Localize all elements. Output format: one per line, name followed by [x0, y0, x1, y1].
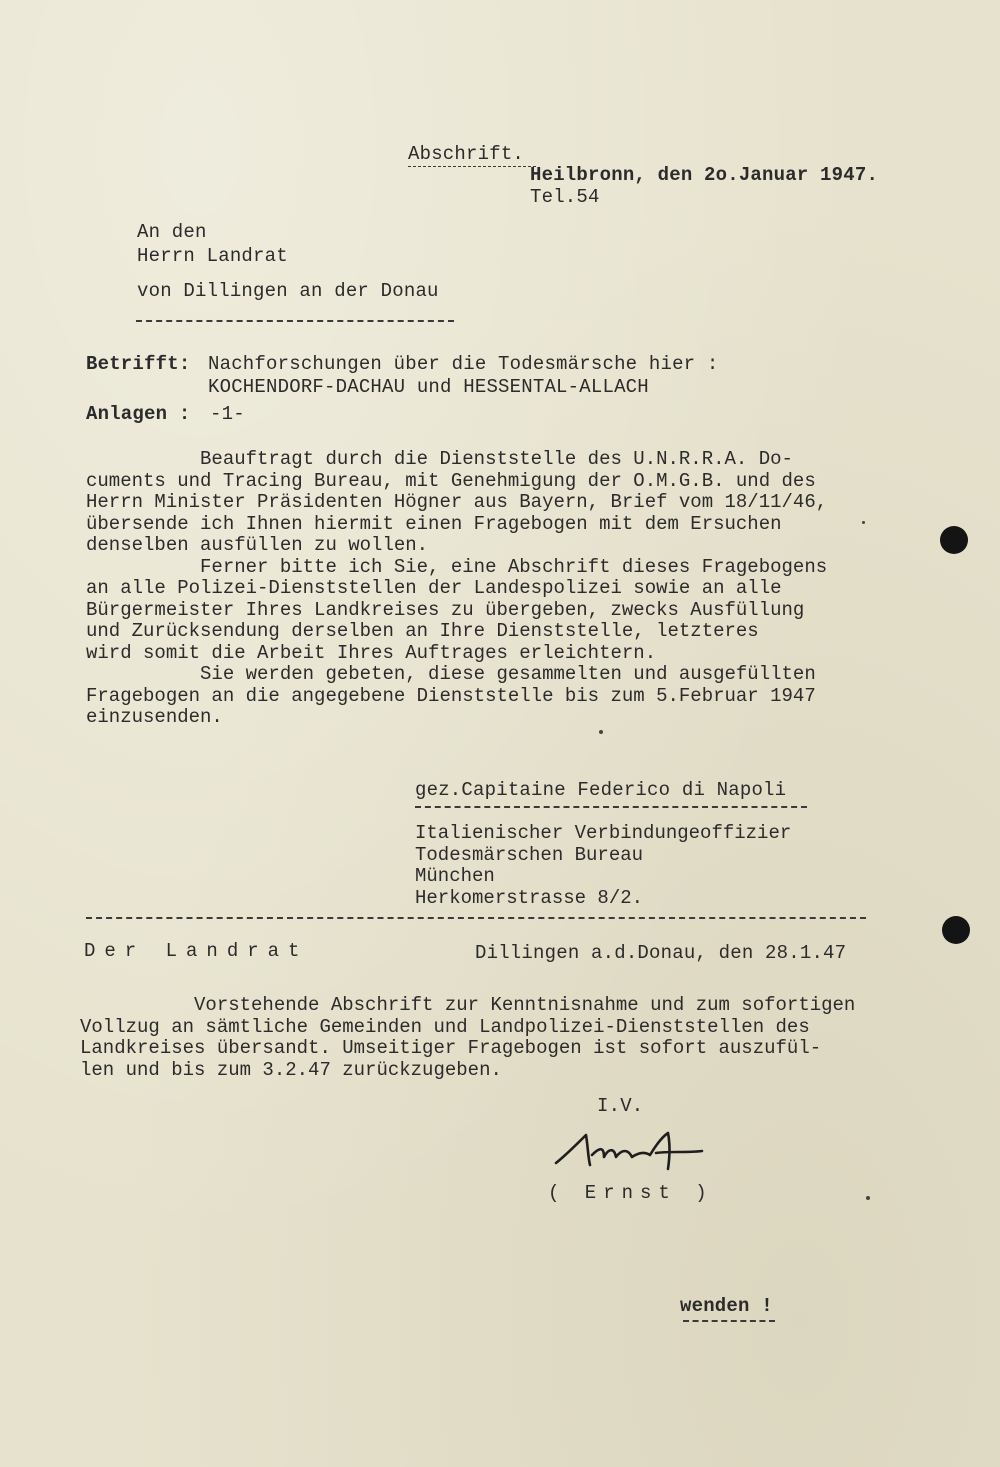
recipient-line-2: Herrn Landrat — [137, 245, 288, 267]
enclosure-label: Anlagen : — [86, 403, 191, 425]
endorsement-body — [80, 995, 855, 1081]
ink-speck — [866, 1196, 870, 1200]
recipient-line-3: von Dillingen an der Donau — [137, 280, 439, 302]
subject-line-2: KOCHENDORF-DACHAU und HESSENTAL-ALLACH — [208, 376, 649, 398]
signed-by: gez.Capitaine Federico di Napoli — [415, 779, 787, 801]
body-line: und Zurücksendung derselben an Ihre Dienststelle, letzteres — [86, 620, 759, 642]
letter-body — [86, 449, 827, 729]
ink-speck — [862, 521, 865, 524]
phone: Tel.54 — [530, 186, 600, 208]
signer-title — [415, 823, 791, 909]
endorsement-line: Vorstehende Abschrift zur Kenntnisnahme und zum sofortigen — [80, 994, 856, 1016]
body-line: Beauftragt durch die Dienststelle des U.N.R.R.A. Do- — [86, 448, 793, 470]
body-line: Bürgermeister Ihres Landkreises zu übergeben, zwecks Ausfüllung — [86, 598, 805, 621]
handwritten-signature — [552, 1125, 722, 1175]
body-line: cuments und Tracing Bureau, mit Genehmigung der O.M.G.B. und des — [86, 469, 816, 492]
punch-hole-bottom — [942, 916, 970, 944]
punch-hole-top — [940, 526, 968, 554]
subject-label: Betrifft: — [86, 353, 191, 375]
signer-name: ( Ernst ) — [548, 1182, 714, 1204]
body-line: Ferner bitte ich Sie, eine Abschrift dieses Fragebogens — [86, 555, 828, 578]
body-line: übersende ich Ihnen hiermit einen Fragebogen mit dem Ersuchen — [86, 512, 782, 535]
endorsement-office: Der Landrat — [84, 940, 309, 962]
turn-over-underline — [683, 1320, 775, 1322]
body-line: Herrn Minister Präsidenten Högner aus Bayern, Brief vom 18/11/46, — [86, 491, 828, 513]
endorsement-place-date: Dillingen a.d.Donau, den 28.1.47 — [475, 942, 847, 964]
body-line: an alle Polizei-Dienststellen der Landespolizei sowie an alle — [86, 577, 782, 599]
endorsement-line: Landkreises übersandt. Umseitiger Fragebogen ist sofort auszufül- — [80, 1037, 822, 1059]
recipient-divider — [136, 320, 454, 322]
deputy-mark: I.V. — [597, 1095, 644, 1117]
subject-line-1: Nachforschungen über die Todesmärsche hier : — [208, 353, 719, 375]
copy-mark: Abschrift. — [408, 143, 525, 165]
endorsement-line: Vollzug an sämtliche Gemeinden und Landpolizei-Dienststellen des — [80, 1015, 810, 1038]
signer-title-line: Italienischer Verbindungeoffizier — [415, 822, 792, 844]
turn-over-note: wenden ! — [680, 1295, 773, 1317]
signer-title-line: Todesmärschen Bureau — [415, 843, 644, 866]
body-line: einzusenden. — [86, 706, 223, 728]
section-divider — [86, 917, 866, 919]
place-date: Heilbronn, den 2o.Januar 1947. — [530, 164, 879, 186]
signer-title-line: München — [415, 865, 495, 887]
endorsement-line: len und bis zum 3.2.47 zurückzugeben. — [80, 1058, 502, 1081]
signer-title-line: Herkomerstrasse 8/2. — [415, 886, 644, 909]
copy-mark-underline — [408, 166, 536, 167]
body-line: Fragebogen an die angegebene Dienststelle bis zum 5.Februar 1947 — [86, 684, 816, 707]
signature-divider — [415, 806, 807, 808]
body-line: Sie werden gebeten, diese gesammelten und ausgefüllten — [86, 663, 816, 685]
recipient-line-1: An den — [137, 221, 207, 243]
ink-speck — [599, 730, 603, 734]
body-line: denselben ausfüllen zu wollen. — [86, 534, 429, 556]
body-line: wird somit die Arbeit Ihres Auftrages erleichtern. — [86, 641, 657, 664]
enclosure-value: -1- — [210, 403, 245, 425]
